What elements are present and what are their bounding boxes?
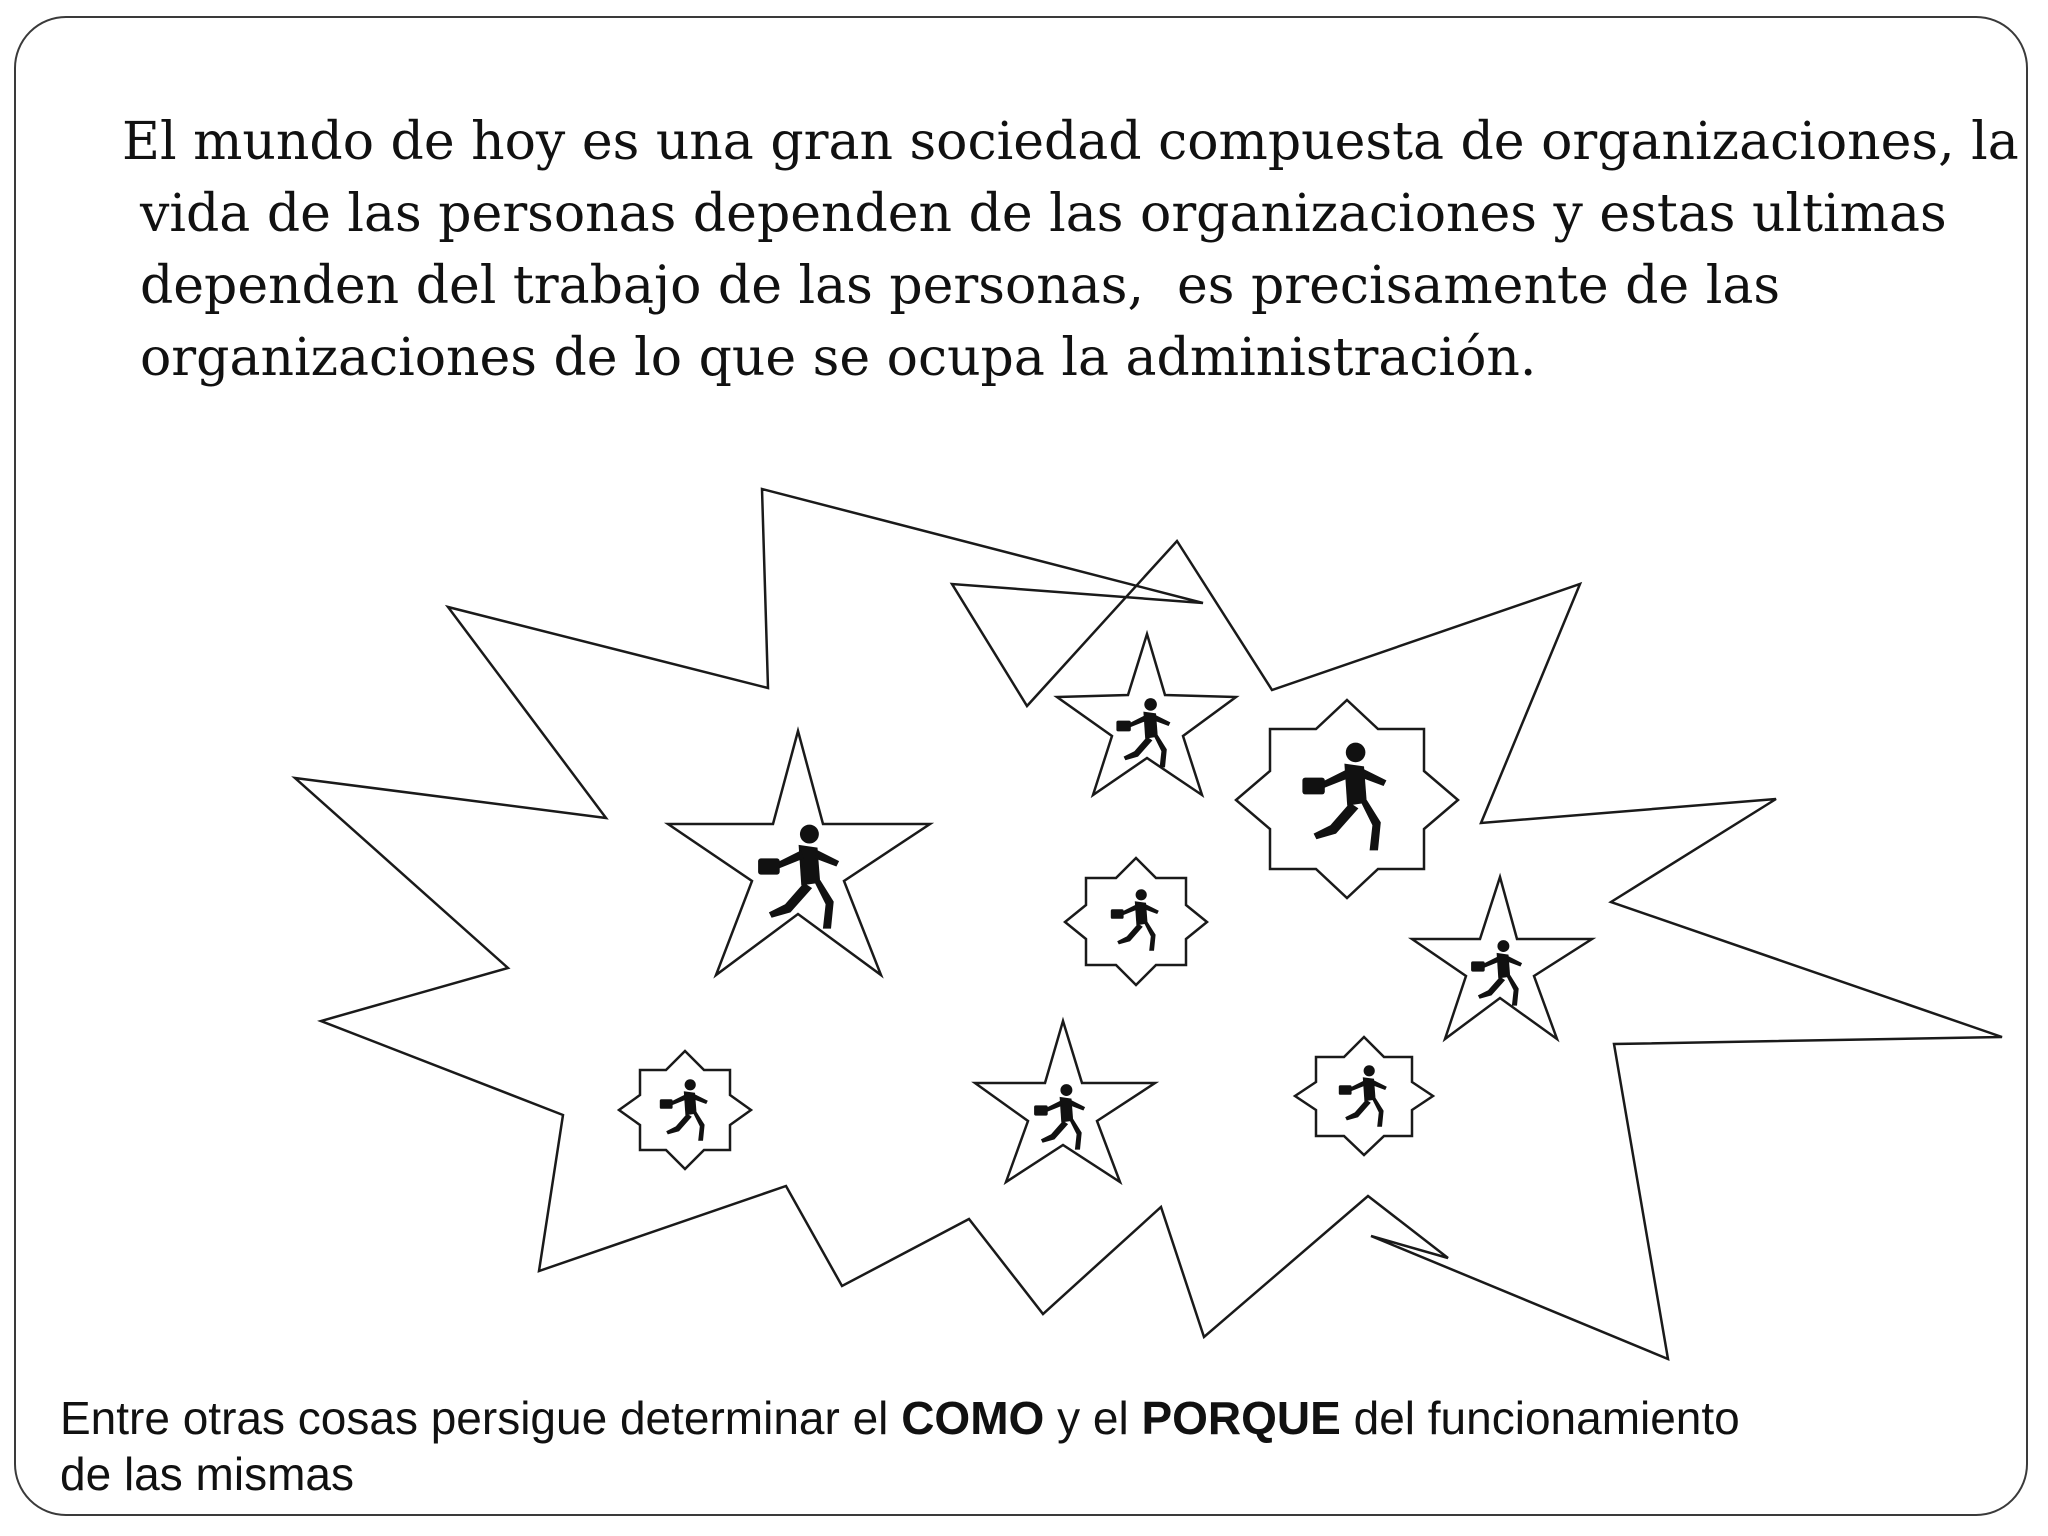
caption-bold-como: COMO [901, 1392, 1045, 1444]
intro-line-1: El mundo de hoy es una gran sociedad compuesta de organizaciones, la [122, 112, 2019, 172]
seal-large-right [1236, 700, 1458, 898]
caption-part-3: del funcionamiento [1340, 1392, 1740, 1444]
seal-center [1065, 858, 1207, 985]
intro-line-2: vida de las personas dependen de las organizaciones y estas ultimas [140, 184, 1947, 244]
caption-bold-porque: PORQUE [1141, 1392, 1341, 1444]
intro-line-3: dependen del trabajo de las personas, es precisamente de las [140, 256, 1781, 316]
caption [60, 1390, 1960, 1502]
caption-part-1: Entre otras cosas persigue determinar el [60, 1392, 902, 1444]
caption-line-2: de las mismas [60, 1448, 354, 1500]
intro-line-4: organizaciones de lo que se ocupa la administración. [140, 328, 1537, 388]
caption-part-2: y el [1044, 1392, 1142, 1444]
